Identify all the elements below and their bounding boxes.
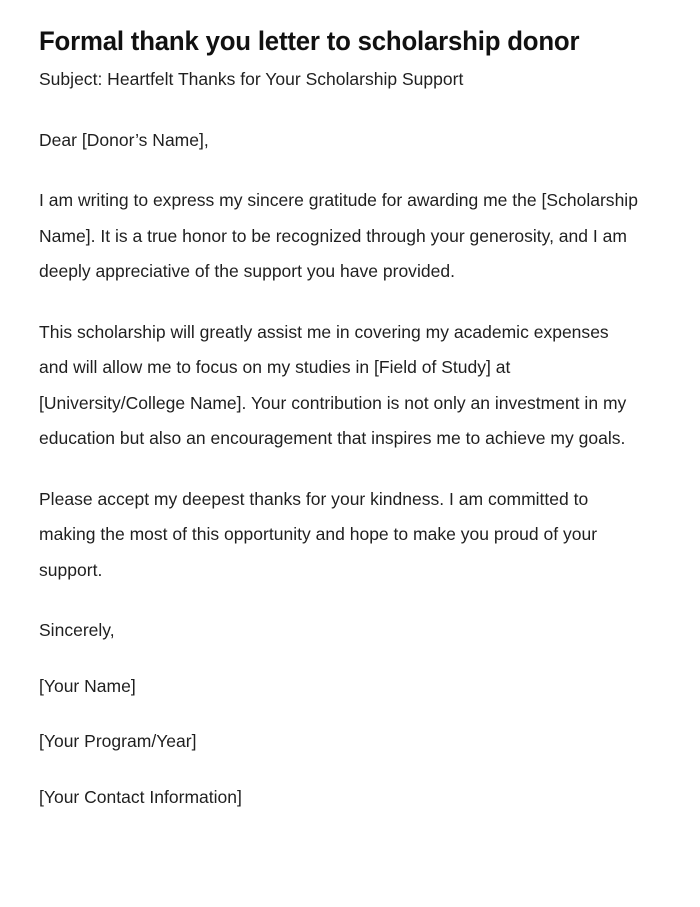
salutation: Dear [Donor’s Name], bbox=[39, 129, 209, 150]
letter-paragraph-gratitude: I am writing to express my sincere gratitude for awarding me the [Scholarship Name]. It is a true honor to be recognized through your generosity, and I am deeply appreciative of the support you have provided. bbox=[39, 190, 638, 281]
signature-your-name: [Your Name] bbox=[39, 675, 136, 696]
signature-your-program-year: [Your Program/Year] bbox=[39, 731, 197, 751]
signature-your-contact-information: [Your Contact Information] bbox=[39, 786, 242, 807]
letter-paragraph-impact: This scholarship will greatly assist me in covering my academic expenses and will allow me to focus on my studies in [Field of Study] at [University/College Name]. Your contribution is not only an investment in my education but also an encouragement that inspires me to achieve my goals. bbox=[39, 321, 627, 448]
subject-line: Subject: Heartfelt Thanks for Your Scholarship Support bbox=[39, 69, 464, 89]
letter-closing: Sincerely, bbox=[39, 620, 115, 640]
letter-paragraph-closing: Please accept my deepest thanks for your kindness. I am committed to making the most of this opportunity and hope to make you proud of your support. bbox=[39, 488, 598, 580]
page-title: Formal thank you letter to scholarship donor bbox=[39, 26, 580, 56]
letter-body bbox=[39, 58, 640, 815]
